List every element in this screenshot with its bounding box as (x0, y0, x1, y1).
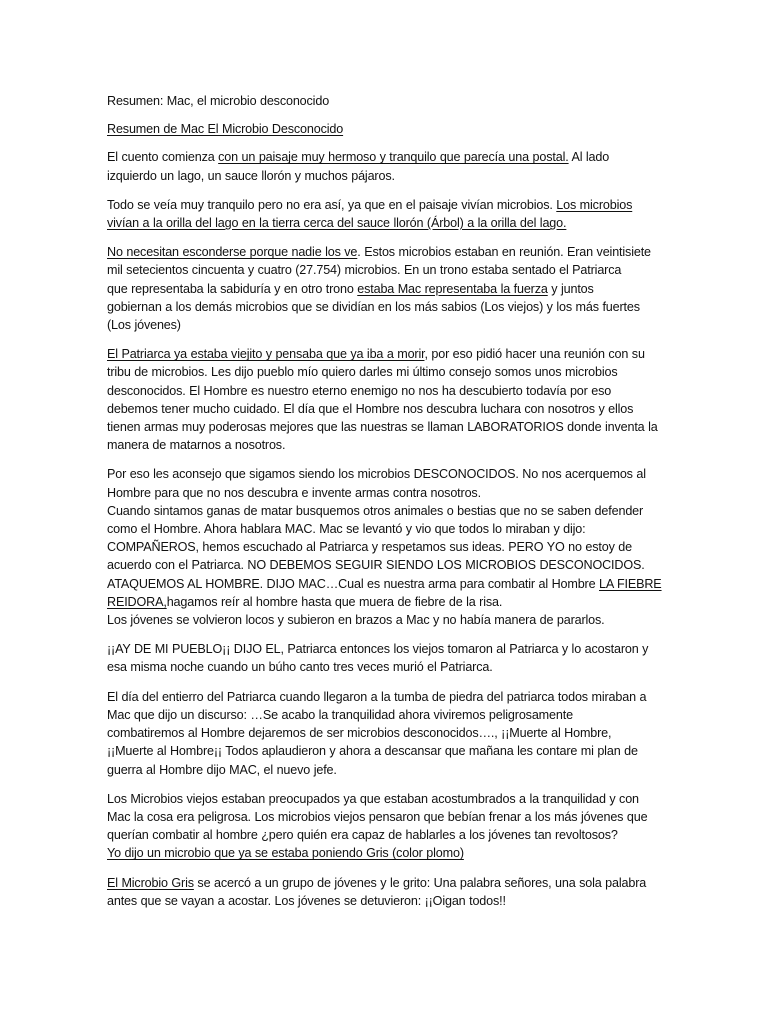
text-line (107, 261, 708, 279)
paragraph (107, 874, 708, 910)
text-line (107, 502, 708, 520)
text-segment: y juntos (547, 281, 594, 296)
text-segment: izquierdo un lago, un sauce llorón y muchos pájaros. (107, 168, 395, 183)
paragraph (107, 640, 708, 676)
text-segment: como el Hombre. Ahora hablara MAC. Mac se levantó y vio que todos lo miraban y dijo: (107, 522, 586, 537)
text-segment: ATAQUEMOS AL HOMBRE. DIJO MAC…Cual es nuestra arma para combatir al Hombre (107, 576, 600, 591)
paragraph (107, 465, 708, 629)
text-segment: ¡¡Muerte al Hombre¡¡ Todos aplaudieron y ahora a descansar que mañana les contare mi plan de (107, 744, 638, 759)
text-segment: antes que se vayan a acostar. Los jóvenes se detuvieron: ¡¡Oigan todos!! (107, 893, 506, 908)
text-line (107, 465, 708, 483)
text-line (107, 382, 708, 400)
underlined-text: El Microbio Gris (107, 875, 194, 890)
text-segment: Hombre para que no nos descubra e invente armas contra nosotros. (107, 485, 481, 500)
text-line (107, 826, 708, 844)
text-line (107, 400, 708, 418)
underlined-text: con un paisaje muy hermoso y tranquilo que parecía una postal. (218, 150, 569, 165)
text-segment: guerra al Hombre dijo MAC, el nuevo jefe. (107, 762, 337, 777)
text-line (107, 844, 708, 862)
text-segment: ¡¡AY DE MI PUEBLO¡¡ DIJO EL, Patriarca entonces los viejos tomaron al Patriarca y lo acostaron y (107, 642, 649, 657)
text-line (107, 214, 708, 232)
text-line (107, 575, 708, 593)
paragraph (107, 243, 708, 334)
underlined-text: Yo dijo un microbio que ya se estaba poniendo Gris (color plomo) (107, 846, 464, 861)
paragraph (107, 196, 708, 232)
text-segment: . Estos microbios estaban en reunión. Eran veintisiete (357, 245, 651, 260)
document-body (107, 148, 708, 910)
text-line (107, 706, 708, 724)
text-segment: que representaba la sabiduría y en otro trono (107, 281, 358, 296)
text-line (107, 724, 708, 742)
text-segment: hagamos reír al hombre hasta que muera de fiebre de la risa. (166, 594, 503, 609)
text-segment: tienen armas muy poderosas mejores que las nuestras se llaman LABORATORIOS donde inventa la (107, 420, 658, 435)
underlined-text: vivían a la orilla del lago en la tierra cerca del sauce llorón (Árbol) a la orilla del lago. (107, 216, 567, 231)
text-segment: Por eso les aconsejo que sigamos siendo los microbios DESCONOCIDOS. No nos acerquemos al (107, 467, 646, 482)
text-line (107, 688, 708, 706)
text-line (107, 167, 708, 185)
text-segment: querían combatir al hombre ¿pero quién era capaz de hablarles a los jóvenes tan revoltosos? (107, 828, 618, 843)
text-line (107, 761, 708, 779)
underlined-text: Los microbios (556, 197, 633, 212)
paragraph (107, 345, 708, 454)
text-segment: El día del entierro del Patriarca cuando llegaron a la tumba de piedra del patriarca todos miraban a (107, 689, 647, 704)
text-segment: tribu de microbios. Les dijo pueblo mío quiero darles mi último consejo somos unos microbios (107, 365, 618, 380)
text-segment: acuerdo con el Patriarca. NO DEBEMOS SEGUIR SIENDO LOS MICROBIOS DESCONOCIDOS. (107, 558, 645, 573)
text-line (107, 345, 708, 363)
text-line (107, 436, 708, 454)
text-segment: debemos tener mucho cuidado. El día que el Hombre nos descubra luchara con nosotros y ellos (107, 401, 634, 416)
paragraph (107, 688, 708, 779)
text-line (107, 658, 708, 676)
text-segment: COMPAÑEROS, hemos escuchado al Patriarca y respetamos sus ideas. PERO YO no estoy de (107, 540, 633, 555)
document-subheading: Resumen de Mac El Microbio Desconocido (107, 122, 344, 137)
underlined-text: No necesitan esconderse porque nadie los ve (107, 245, 358, 260)
text-line (107, 363, 708, 381)
text-line (107, 892, 708, 910)
text-line (107, 593, 708, 611)
text-segment: desconocidos. El Hombre es nuestro eterno enemigo no nos ha descubierto todavía por eso (107, 383, 612, 398)
text-segment: gobiernan a los demás microbios que se dividían en los más sabios (Los viejos) y los más fuertes (107, 299, 640, 314)
text-line (107, 196, 708, 214)
text-line (107, 874, 708, 892)
text-line (107, 808, 708, 826)
underlined-text: LA FIEBRE (599, 576, 662, 591)
text-segment: El cuento comienza (107, 150, 219, 165)
paragraph (107, 148, 708, 184)
text-line (107, 611, 708, 629)
underlined-text: REIDORA, (107, 594, 167, 609)
text-line (107, 280, 708, 298)
text-segment: esa misma noche cuando un búho canto tres veces murió el Patriarca. (107, 660, 493, 675)
text-line (107, 520, 708, 538)
paragraph (107, 790, 708, 863)
text-line (107, 484, 708, 502)
underlined-text: estaba Mac representaba la fuerza (357, 281, 548, 296)
text-segment: Mac la cosa era peligrosa. Los microbios viejos pensaron que bebían frenar a los más jóvenes que (107, 809, 648, 824)
text-segment: Cuando sintamos ganas de matar busquemos otros animales o bestias que no se saben defender (107, 503, 644, 518)
text-line (107, 418, 708, 436)
text-segment: , por eso pidió hacer una reunión con su (424, 347, 645, 362)
text-segment: Los jóvenes se volvieron locos y subieron en brazos a Mac y no había manera de pararlos. (107, 613, 605, 628)
document-heading: Resumen: Mac, el microbio desconocido (107, 94, 330, 108)
text-segment: combatiremos al Hombre dejaremos de ser microbios desconocidos…., ¡¡Muerte al Hombre, (107, 726, 612, 741)
text-line (107, 640, 708, 658)
text-segment: manera de matarnos a nosotros. (107, 438, 286, 453)
text-segment: Al lado (568, 150, 610, 165)
text-line (107, 316, 708, 334)
underlined-text: El Patriarca ya estaba viejito y pensaba que ya iba a morir (107, 347, 425, 362)
text-line (107, 298, 708, 316)
text-segment: Todo se veía muy tranquilo pero no era así, ya que en el paisaje vivían microbios. (107, 197, 557, 212)
text-segment: (Los jóvenes) (107, 318, 181, 333)
text-line (107, 243, 708, 261)
text-segment: Los Microbios viejos estaban preocupados ya que estaban acostumbrados a la tranquilidad y con (107, 791, 639, 806)
text-line (107, 790, 708, 808)
text-line (107, 556, 708, 574)
text-segment: Mac que dijo un discurso: …Se acabo la tranquilidad ahora viviremos peligrosamente (107, 707, 573, 722)
text-segment: mil setecientos cincuenta y cuatro (27.754) microbios. En un trono estaba sentado el Patriarca (107, 263, 622, 278)
text-line (107, 148, 708, 166)
text-segment: se acercó a un grupo de jóvenes y le grito: Una palabra señores, una sola palabra (193, 875, 647, 890)
text-line (107, 742, 708, 760)
text-line (107, 538, 708, 556)
